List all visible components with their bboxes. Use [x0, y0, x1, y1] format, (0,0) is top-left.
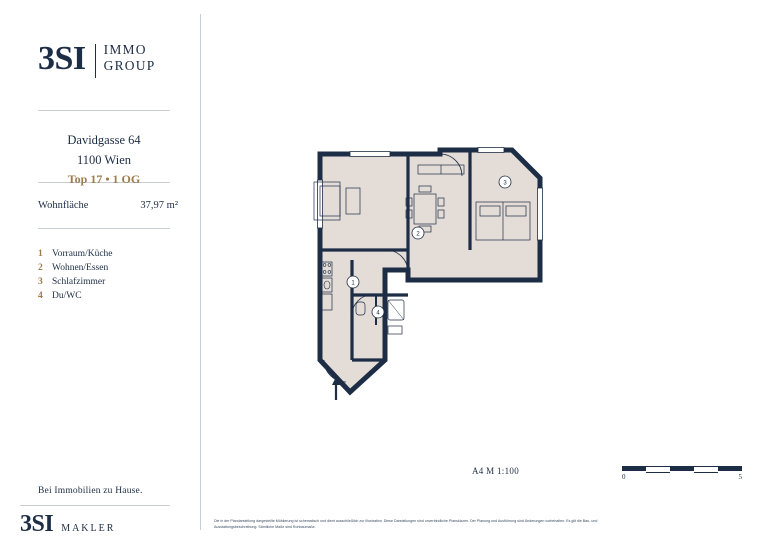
logo-subtitle-line1: IMMO	[103, 42, 147, 57]
logo-wordmark: 3SI	[38, 40, 86, 77]
plan-area	[200, 0, 770, 544]
living-area-row	[38, 200, 178, 211]
address-city: 1100 Wien	[76, 153, 131, 167]
legend-label: Du/WC	[52, 291, 82, 301]
divider-above-address	[38, 110, 170, 111]
list-item	[38, 262, 113, 276]
footer-logo-subtitle: MAKLER	[61, 523, 116, 534]
list-item	[38, 276, 113, 290]
footer-logo	[20, 512, 115, 536]
divider-above-area	[38, 228, 170, 229]
living-area-label: Wohnfläche	[38, 200, 89, 211]
room-legend	[38, 248, 113, 304]
window	[350, 152, 390, 157]
room-marker-label: 3	[503, 180, 507, 187]
floorplan-drawing	[290, 110, 580, 415]
legend-number: 3	[38, 277, 43, 287]
room-marker-label: 2	[416, 231, 420, 238]
furniture-washbasin	[388, 326, 402, 334]
unit-designation: Top 17 • 1 OG	[67, 172, 141, 186]
scale-bar	[472, 464, 742, 492]
address-street: Davidgasse 64	[67, 133, 141, 147]
scale-end-label: 5	[738, 473, 742, 481]
property-address	[38, 130, 170, 170]
living-area-value: 37,97 m²	[140, 200, 178, 211]
legend-label: Schlafzimmer	[52, 277, 106, 287]
logo-divider	[95, 44, 96, 78]
scale-graphic	[622, 466, 742, 481]
list-item	[38, 248, 113, 262]
scale-start-label: 0	[622, 473, 626, 481]
brand-logo	[38, 42, 155, 78]
legend-label: Vorraum/Küche	[52, 249, 113, 259]
scale-bar-segments	[622, 466, 742, 471]
legend-number: 4	[38, 291, 43, 301]
legend-number: 1	[38, 249, 43, 259]
shower-detail	[388, 300, 404, 320]
disclaimer-text: Die in der Plandarstellung dargestellte Möblierung ist schematisch und dient ausschließlich zur Illustration. Diese Darstellungen sind unverbindliche Planskizzen. Der Planung und Ausführung sind Änderungen vorbehalten. Es gilt die Bau- und Ausstattungsbeschreibung. Sämtliche Maße sind Rohbaumaße.	[214, 519, 598, 529]
window	[538, 188, 543, 240]
list-item	[38, 290, 113, 304]
legend-label: Wohnen/Essen	[52, 263, 109, 273]
scale-label: A4 M 1:100	[472, 466, 520, 476]
legend-number: 2	[38, 263, 43, 273]
footer-logo-wordmark: 3SI	[20, 511, 54, 537]
room-marker-label: 1	[351, 280, 355, 287]
footer-divider	[20, 505, 170, 506]
room-marker-label: 4	[376, 310, 380, 317]
logo-subtitle-line2: GROUP	[103, 58, 156, 73]
logo-subtitle	[104, 42, 156, 74]
window	[478, 148, 504, 153]
footer-tagline: Bei Immobilien zu Hause.	[38, 486, 143, 496]
